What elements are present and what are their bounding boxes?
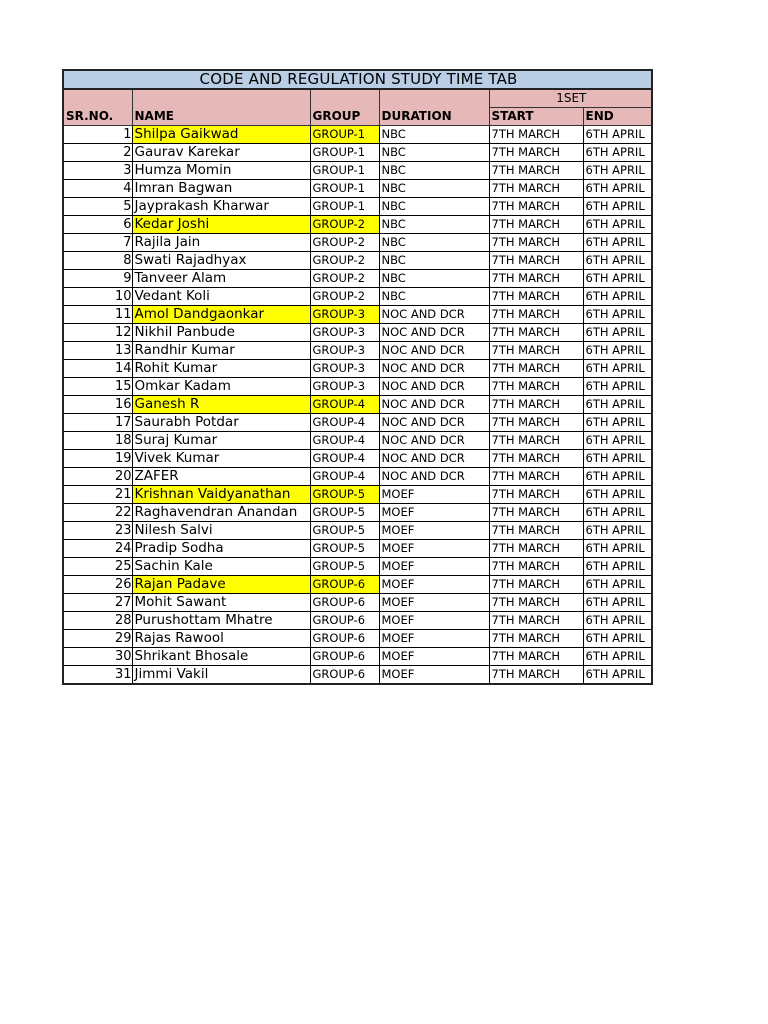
group-cell: GROUP-1 (310, 180, 379, 198)
sr-cell: 25 (63, 558, 132, 576)
table-row (63, 342, 652, 360)
table-row (63, 522, 652, 540)
start-cell: 7TH MARCH (489, 504, 583, 522)
start-cell: 7TH MARCH (489, 180, 583, 198)
table-body (63, 126, 652, 685)
duration-cell: MOEF (379, 504, 489, 522)
duration-cell: MOEF (379, 648, 489, 666)
name-cell: Suraj Kumar (132, 432, 310, 450)
sr-cell: 17 (63, 414, 132, 432)
sr-cell: 21 (63, 486, 132, 504)
duration-cell: MOEF (379, 486, 489, 504)
duration-cell: NOC AND DCR (379, 378, 489, 396)
group-cell: GROUP-4 (310, 414, 379, 432)
table-row (63, 414, 652, 432)
duration-cell: NOC AND DCR (379, 468, 489, 486)
table-row (63, 360, 652, 378)
name-cell: Sachin Kale (132, 558, 310, 576)
duration-cell: MOEF (379, 630, 489, 648)
group-cell: GROUP-1 (310, 144, 379, 162)
start-cell: 7TH MARCH (489, 522, 583, 540)
name-cell: Rajan Padave (132, 576, 310, 594)
duration-cell: NOC AND DCR (379, 306, 489, 324)
name-cell: Jimmi Vakil (132, 666, 310, 685)
duration-cell: NOC AND DCR (379, 432, 489, 450)
group-cell: GROUP-4 (310, 468, 379, 486)
table-row (63, 216, 652, 234)
duration-cell: NBC (379, 216, 489, 234)
group-cell: GROUP-3 (310, 342, 379, 360)
name-cell: Vedant Koli (132, 288, 310, 306)
header-duration: DURATION (379, 89, 489, 126)
start-cell: 7TH MARCH (489, 432, 583, 450)
name-cell: Tanveer Alam (132, 270, 310, 288)
name-cell: Mohit Sawant (132, 594, 310, 612)
end-cell: 6TH APRIL (583, 540, 652, 558)
group-cell: GROUP-5 (310, 540, 379, 558)
start-cell: 7TH MARCH (489, 540, 583, 558)
duration-cell: NBC (379, 162, 489, 180)
name-cell: Pradip Sodha (132, 540, 310, 558)
start-cell: 7TH MARCH (489, 648, 583, 666)
duration-cell: NBC (379, 288, 489, 306)
name-cell: Swati Rajadhyax (132, 252, 310, 270)
group-cell: GROUP-3 (310, 378, 379, 396)
table-row (63, 396, 652, 414)
duration-cell: MOEF (379, 522, 489, 540)
table-row (63, 234, 652, 252)
end-cell: 6TH APRIL (583, 342, 652, 360)
table-row (63, 540, 652, 558)
name-cell: Jayprakash Kharwar (132, 198, 310, 216)
group-cell: GROUP-6 (310, 630, 379, 648)
duration-cell: MOEF (379, 594, 489, 612)
end-cell: 6TH APRIL (583, 144, 652, 162)
start-cell: 7TH MARCH (489, 666, 583, 685)
group-cell: GROUP-2 (310, 288, 379, 306)
duration-cell: NBC (379, 126, 489, 144)
end-cell: 6TH APRIL (583, 612, 652, 630)
sr-cell: 20 (63, 468, 132, 486)
end-cell: 6TH APRIL (583, 288, 652, 306)
table-row (63, 612, 652, 630)
group-cell: GROUP-5 (310, 504, 379, 522)
start-cell: 7TH MARCH (489, 468, 583, 486)
name-cell: Kedar Joshi (132, 216, 310, 234)
group-cell: GROUP-2 (310, 252, 379, 270)
sr-cell: 29 (63, 630, 132, 648)
start-cell: 7TH MARCH (489, 450, 583, 468)
table-row (63, 378, 652, 396)
name-cell: Gaurav Karekar (132, 144, 310, 162)
end-cell: 6TH APRIL (583, 324, 652, 342)
group-cell: GROUP-4 (310, 396, 379, 414)
end-cell: 6TH APRIL (583, 162, 652, 180)
end-cell: 6TH APRIL (583, 576, 652, 594)
start-cell: 7TH MARCH (489, 198, 583, 216)
duration-cell: MOEF (379, 540, 489, 558)
name-cell: Purushottam Mhatre (132, 612, 310, 630)
group-cell: GROUP-2 (310, 270, 379, 288)
sr-cell: 4 (63, 180, 132, 198)
duration-cell: NBC (379, 234, 489, 252)
start-cell: 7TH MARCH (489, 486, 583, 504)
table-row (63, 486, 652, 504)
table-row (63, 594, 652, 612)
end-cell: 6TH APRIL (583, 522, 652, 540)
header-start: START (489, 108, 583, 126)
sr-cell: 11 (63, 306, 132, 324)
start-cell: 7TH MARCH (489, 270, 583, 288)
end-cell: 6TH APRIL (583, 252, 652, 270)
group-cell: GROUP-2 (310, 234, 379, 252)
group-cell: GROUP-1 (310, 126, 379, 144)
group-cell: GROUP-6 (310, 612, 379, 630)
table-row (63, 558, 652, 576)
name-cell: Saurabh Potdar (132, 414, 310, 432)
group-cell: GROUP-3 (310, 360, 379, 378)
sr-cell: 28 (63, 612, 132, 630)
sr-cell: 2 (63, 144, 132, 162)
table-row (63, 306, 652, 324)
end-cell: 6TH APRIL (583, 378, 652, 396)
name-cell: Shrikant Bhosale (132, 648, 310, 666)
start-cell: 7TH MARCH (489, 216, 583, 234)
name-cell: Krishnan Vaidyanathan (132, 486, 310, 504)
sr-cell: 12 (63, 324, 132, 342)
duration-cell: NOC AND DCR (379, 450, 489, 468)
table-row (63, 468, 652, 486)
group-cell: GROUP-4 (310, 450, 379, 468)
table-row (63, 576, 652, 594)
name-cell: Ganesh R (132, 396, 310, 414)
start-cell: 7TH MARCH (489, 252, 583, 270)
table-row (63, 270, 652, 288)
table-row (63, 630, 652, 648)
start-cell: 7TH MARCH (489, 126, 583, 144)
end-cell: 6TH APRIL (583, 468, 652, 486)
group-cell: GROUP-5 (310, 558, 379, 576)
group-cell: GROUP-1 (310, 162, 379, 180)
table-row (63, 252, 652, 270)
header-end: END (583, 108, 652, 126)
end-cell: 6TH APRIL (583, 306, 652, 324)
start-cell: 7TH MARCH (489, 360, 583, 378)
sr-cell: 24 (63, 540, 132, 558)
duration-cell: MOEF (379, 558, 489, 576)
sr-cell: 31 (63, 666, 132, 685)
sr-cell: 14 (63, 360, 132, 378)
table-row (63, 180, 652, 198)
end-cell: 6TH APRIL (583, 450, 652, 468)
start-cell: 7TH MARCH (489, 630, 583, 648)
duration-cell: NOC AND DCR (379, 342, 489, 360)
sr-cell: 30 (63, 648, 132, 666)
name-cell: Imran Bagwan (132, 180, 310, 198)
duration-cell: MOEF (379, 666, 489, 685)
table-row (63, 666, 652, 685)
name-cell: Nikhil Panbude (132, 324, 310, 342)
duration-cell: NOC AND DCR (379, 414, 489, 432)
end-cell: 6TH APRIL (583, 486, 652, 504)
sr-cell: 6 (63, 216, 132, 234)
duration-cell: NBC (379, 144, 489, 162)
name-cell: Rohit Kumar (132, 360, 310, 378)
end-cell: 6TH APRIL (583, 180, 652, 198)
start-cell: 7TH MARCH (489, 342, 583, 360)
start-cell: 7TH MARCH (489, 414, 583, 432)
end-cell: 6TH APRIL (583, 360, 652, 378)
name-cell: Omkar Kadam (132, 378, 310, 396)
group-cell: GROUP-4 (310, 432, 379, 450)
table-row (63, 126, 652, 144)
table-row (63, 432, 652, 450)
sr-cell: 18 (63, 432, 132, 450)
start-cell: 7TH MARCH (489, 324, 583, 342)
start-cell: 7TH MARCH (489, 144, 583, 162)
end-cell: 6TH APRIL (583, 594, 652, 612)
end-cell: 6TH APRIL (583, 216, 652, 234)
sr-cell: 22 (63, 504, 132, 522)
name-cell: Shilpa Gaikwad (132, 126, 310, 144)
header-set: 1SET (489, 89, 652, 108)
end-cell: 6TH APRIL (583, 630, 652, 648)
end-cell: 6TH APRIL (583, 198, 652, 216)
name-cell: Amol Dandgaonkar (132, 306, 310, 324)
duration-cell: NOC AND DCR (379, 360, 489, 378)
sr-cell: 10 (63, 288, 132, 306)
duration-cell: NBC (379, 180, 489, 198)
table-row (63, 162, 652, 180)
end-cell: 6TH APRIL (583, 432, 652, 450)
end-cell: 6TH APRIL (583, 396, 652, 414)
group-cell: GROUP-6 (310, 648, 379, 666)
group-cell: GROUP-1 (310, 198, 379, 216)
sr-cell: 5 (63, 198, 132, 216)
start-cell: 7TH MARCH (489, 162, 583, 180)
end-cell: 6TH APRIL (583, 126, 652, 144)
start-cell: 7TH MARCH (489, 594, 583, 612)
duration-cell: NBC (379, 198, 489, 216)
duration-cell: NBC (379, 270, 489, 288)
sr-cell: 23 (63, 522, 132, 540)
sr-cell: 27 (63, 594, 132, 612)
duration-cell: MOEF (379, 576, 489, 594)
sr-cell: 3 (63, 162, 132, 180)
group-cell: GROUP-5 (310, 486, 379, 504)
start-cell: 7TH MARCH (489, 558, 583, 576)
name-cell: Rajas Rawool (132, 630, 310, 648)
name-cell: Humza Momin (132, 162, 310, 180)
sr-cell: 9 (63, 270, 132, 288)
start-cell: 7TH MARCH (489, 234, 583, 252)
start-cell: 7TH MARCH (489, 576, 583, 594)
duration-cell: NOC AND DCR (379, 396, 489, 414)
name-cell: Raghavendran Anandan (132, 504, 310, 522)
end-cell: 6TH APRIL (583, 666, 652, 685)
table-row (63, 288, 652, 306)
end-cell: 6TH APRIL (583, 504, 652, 522)
timetable-sheet (62, 69, 653, 685)
sr-cell: 8 (63, 252, 132, 270)
header-group: GROUP (310, 89, 379, 126)
table-row (63, 324, 652, 342)
group-cell: GROUP-6 (310, 594, 379, 612)
header-name: NAME (132, 89, 310, 126)
start-cell: 7TH MARCH (489, 306, 583, 324)
sr-cell: 13 (63, 342, 132, 360)
end-cell: 6TH APRIL (583, 414, 652, 432)
header-srno: SR.NO. (63, 89, 132, 126)
end-cell: 6TH APRIL (583, 234, 652, 252)
table-row (63, 504, 652, 522)
group-cell: GROUP-3 (310, 324, 379, 342)
end-cell: 6TH APRIL (583, 648, 652, 666)
sr-cell: 16 (63, 396, 132, 414)
name-cell: Rajila Jain (132, 234, 310, 252)
sheet-title: CODE AND REGULATION STUDY TIME TAB (63, 70, 652, 89)
start-cell: 7TH MARCH (489, 288, 583, 306)
duration-cell: NBC (379, 252, 489, 270)
duration-cell: NOC AND DCR (379, 324, 489, 342)
table-row (63, 198, 652, 216)
group-cell: GROUP-6 (310, 666, 379, 685)
start-cell: 7TH MARCH (489, 612, 583, 630)
sr-cell: 1 (63, 126, 132, 144)
group-cell: GROUP-3 (310, 306, 379, 324)
duration-cell: MOEF (379, 612, 489, 630)
start-cell: 7TH MARCH (489, 396, 583, 414)
table-row (63, 450, 652, 468)
end-cell: 6TH APRIL (583, 558, 652, 576)
sr-cell: 7 (63, 234, 132, 252)
end-cell: 6TH APRIL (583, 270, 652, 288)
name-cell: ZAFER (132, 468, 310, 486)
table-row (63, 648, 652, 666)
sr-cell: 15 (63, 378, 132, 396)
group-cell: GROUP-2 (310, 216, 379, 234)
group-cell: GROUP-6 (310, 576, 379, 594)
name-cell: Nilesh Salvi (132, 522, 310, 540)
sr-cell: 19 (63, 450, 132, 468)
start-cell: 7TH MARCH (489, 378, 583, 396)
name-cell: Randhir Kumar (132, 342, 310, 360)
group-cell: GROUP-5 (310, 522, 379, 540)
name-cell: Vivek Kumar (132, 450, 310, 468)
sr-cell: 26 (63, 576, 132, 594)
table-row (63, 144, 652, 162)
